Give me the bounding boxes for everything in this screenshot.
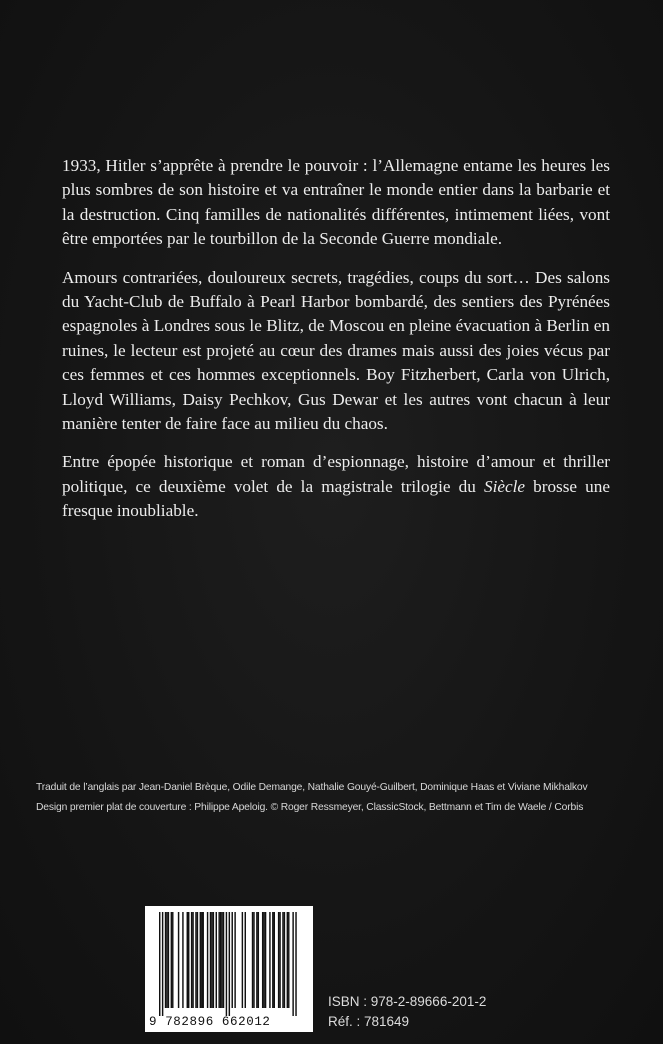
barcode-bar [210,912,211,1008]
barcode-bar [292,912,293,1016]
barcode-bar [221,912,222,1008]
blurb-paragraph-3-end: brosse une fresque inoubliable. [62,476,610,521]
barcode-bar [262,912,263,1008]
blurb-paragraph-1: 1933, Hitler s’apprête à prendre le pouvoir : l’Allemagne entame les heures les plus sombres de son histoire et va entraîner le monde entier dans la barbarie et la destruction. Cinq familles de nationalités différentes, intimement liées, vont être emportées par le tourbillon de la Seconde Guerre mondiale. [62,156,610,249]
isbn-number: ISBN : 978-2-89666-201-2 [328,994,487,1009]
barcode-bar [245,912,246,1008]
barcode-bar [287,912,288,1008]
barcode-bar [232,912,233,1008]
barcode-bar [166,912,167,1008]
barcode-bar [188,912,189,1008]
barcode-bar [282,912,283,1008]
barcode-bar [242,912,243,1008]
series-title: Siècle [483,476,526,496]
blurb-paragraph-3-start: Entre épopée historique et roman d’espionnage, histoire d’amour et thriller politique, ce deuxième volet de la magistrale trilogie du [62,452,610,496]
barcode-bar [253,912,254,1008]
barcode-bar [159,912,160,1016]
barcode-bar [229,912,230,1016]
barcode-bar [203,912,204,1008]
blurb-text [62,154,610,538]
barcode-bar [295,912,296,1016]
barcode-bar [187,912,188,1008]
barcode-bar [258,912,259,1008]
design-credit: Design premier plat de couverture : Philippe Apeloig. © Roger Ressmeyer, ClassicStock, Bettmann et Tim de Waele / Corbis [36,802,584,813]
barcode-bar [252,912,253,1008]
barcode-bar [220,912,221,1008]
barcode-bar [284,912,285,1008]
barcode-bar [223,912,224,1008]
barcode-bar [272,912,273,1008]
barcode-bar [195,912,196,1008]
barcode-bar [182,912,183,1008]
barcode-bar [234,912,235,1008]
credits [36,778,636,818]
barcode-bar [207,912,208,1008]
barcode-bar [197,912,198,1008]
barcode-bar [191,912,192,1008]
barcode-bar [165,912,166,1008]
barcode-bar [162,912,163,1016]
barcode-bar [216,912,217,1008]
barcode-bar [256,912,257,1008]
barcode [145,906,313,1032]
barcode-bar [171,912,172,1008]
barcode-bar [213,912,214,1008]
barcode-bar [274,912,275,1008]
barcode-bar [178,912,179,1008]
blurb-paragraph-3 [62,450,610,523]
barcode-bar [172,912,173,1008]
barcode-bar [288,912,289,1008]
barcode-bar [211,912,212,1008]
barcode-bar [265,912,266,1008]
barcode-bar [192,912,193,1008]
barcode-bar [218,912,219,1008]
barcode-bar [200,912,201,1008]
barcode-bar [201,912,202,1008]
barcode-digits: 9 782896 662012 [149,1015,271,1029]
barcode-bar [269,912,270,1008]
barcode-bar [226,912,227,1016]
reference-number: Réf. : 781649 [328,1014,410,1029]
barcode-bar [279,912,280,1008]
barcode-bar [168,912,169,1008]
translator-credit: Traduit de l’anglais par Jean-Daniel Brèque, Odile Demange, Nathalie Gouyé-Guilbert, Dominique Haas et Viviane Mikhalkov [36,782,588,793]
barcode-bar [278,912,279,1008]
blurb-paragraph-2: Amours contrariées, douloureux secrets, tragédies, coups du sort… Des salons du Yacht-Club de Buffalo à Pearl Harbor bombardé, des sentiers des Pyrénées espagnoles à Londres sous le Blitz, de Moscou en pleine évacuation à Berlin en ruines, le lecteur est projeté au cœur des drames mais aussi des joies vécus par ces femmes et ces hommes exceptionnels. Boy Fitzherbert, Carla von Ulrich, Lloyd Williams, Daisy Pechkov, Gus Dewar et les autres vont chacun à leur manière tenter de faire face au milieu du chaos. [62,267,610,434]
barcode-bars [145,906,313,1032]
barcode-bar [263,912,264,1008]
isbn-block [328,992,486,1032]
